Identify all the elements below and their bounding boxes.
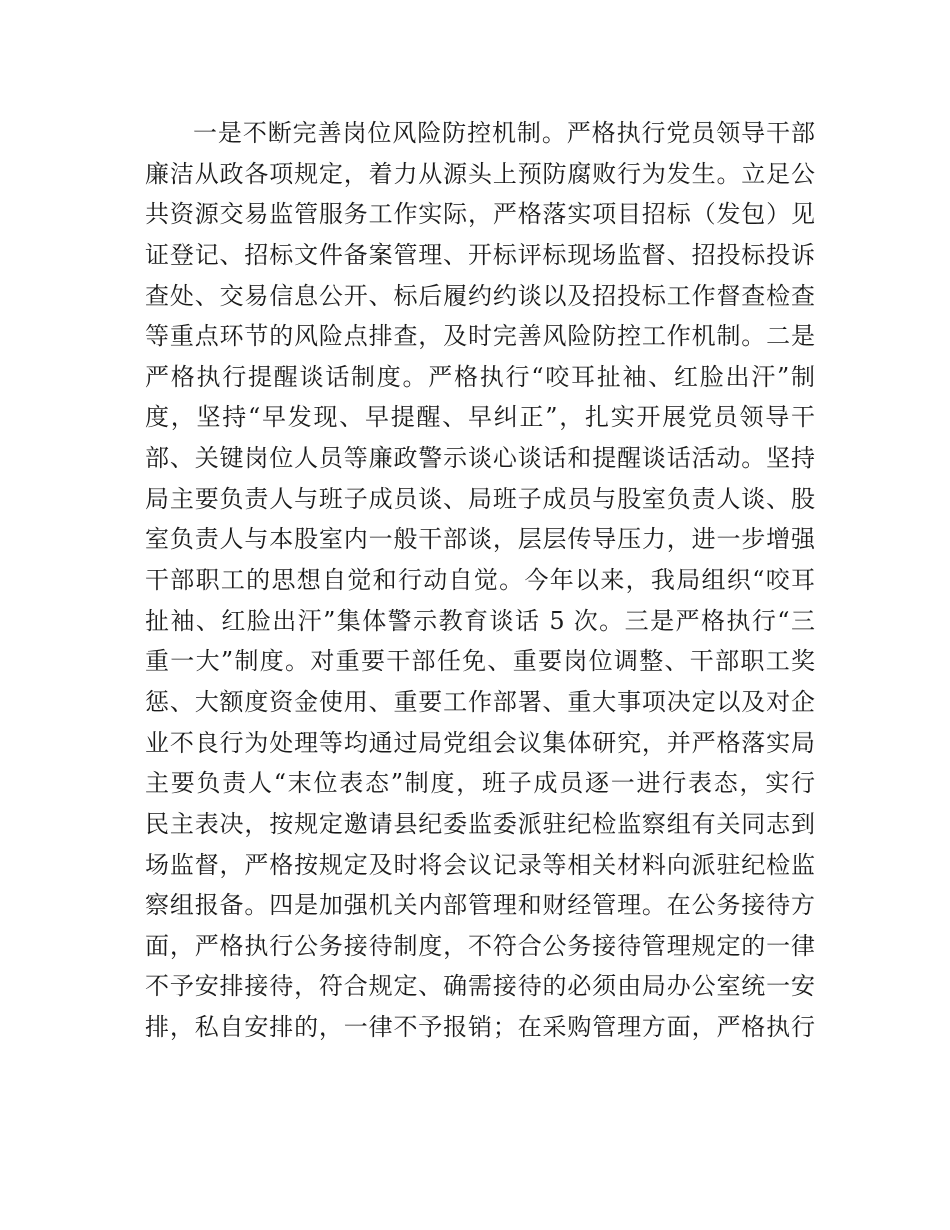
- text-line: 度，坚持“早发现、早提醒、早纠正”，扎实开展党员领导干: [145, 403, 815, 432]
- body-paragraph: [145, 113, 815, 1048]
- text-line: 业不良行为处理等均通过局党组会议集体研究，并严格落实局: [145, 728, 815, 757]
- text-line: 局主要负责人与班子成员谈、局班子成员与股室负责人谈、股: [145, 484, 815, 513]
- text-line: 排，私自安排的，一律不予报销；在采购管理方面，严格执行: [145, 1013, 815, 1042]
- text-line: 一是不断完善岗位风险防控机制。严格执行党员领导干部: [193, 119, 815, 147]
- text-line: 廉洁从政各项规定，着力从源头上预防腐败行为发生。立足公: [145, 159, 815, 188]
- text-line: 面，严格执行公务接待制度，不符合公务接待管理规定的一律: [145, 931, 815, 960]
- text-line: 场监督，严格按规定及时将会议记录等相关材料向派驻纪检监: [145, 850, 815, 879]
- text-line: 重一大”制度。对重要干部任免、重要岗位调整、干部职工奖: [145, 647, 815, 676]
- text-line: 证登记、招标文件备案管理、开标评标现场监督、招投标投诉: [145, 240, 815, 269]
- text-line: 民主表决，按规定邀请县纪委监委派驻纪检监察组有关同志到: [145, 809, 815, 838]
- text-line: 严格执行提醒谈话制度。严格执行“咬耳扯袖、红脸出汗”制: [145, 362, 815, 391]
- text-line: 等重点环节的风险点排查，及时完善风险防控工作机制。二是: [145, 322, 815, 351]
- text-line: 主要负责人“末位表态”制度，班子成员逐一进行表态，实行: [145, 769, 815, 798]
- text-line: 查处、交易信息公开、标后履约约谈以及招投标工作督查检查: [145, 281, 815, 310]
- text-line: 部、关键岗位人员等廉政警示谈心谈话和提醒谈话活动。坚持: [145, 444, 815, 473]
- text-line: 不予安排接待，符合规定、确需接待的必须由局办公室统一安: [145, 972, 815, 1001]
- text-line: 扯袖、红脸出汗”集体警示教育谈话 5 次。三是严格执行“三: [145, 606, 815, 635]
- text-line: 共资源交易监管服务工作实际，严格落实项目招标（发包）见: [145, 200, 815, 229]
- text-line: 惩、大额度资金使用、重要工作部署、重大事项决定以及对企: [145, 687, 815, 716]
- text-line: 察组报备。四是加强机关内部管理和财经管理。在公务接待方: [145, 891, 815, 920]
- text-line: 干部职工的思想自觉和行动自觉。今年以来，我局组织“咬耳: [145, 566, 815, 595]
- text-line: 室负责人与本股室内一般干部谈，层层传导压力，进一步增强: [145, 525, 815, 554]
